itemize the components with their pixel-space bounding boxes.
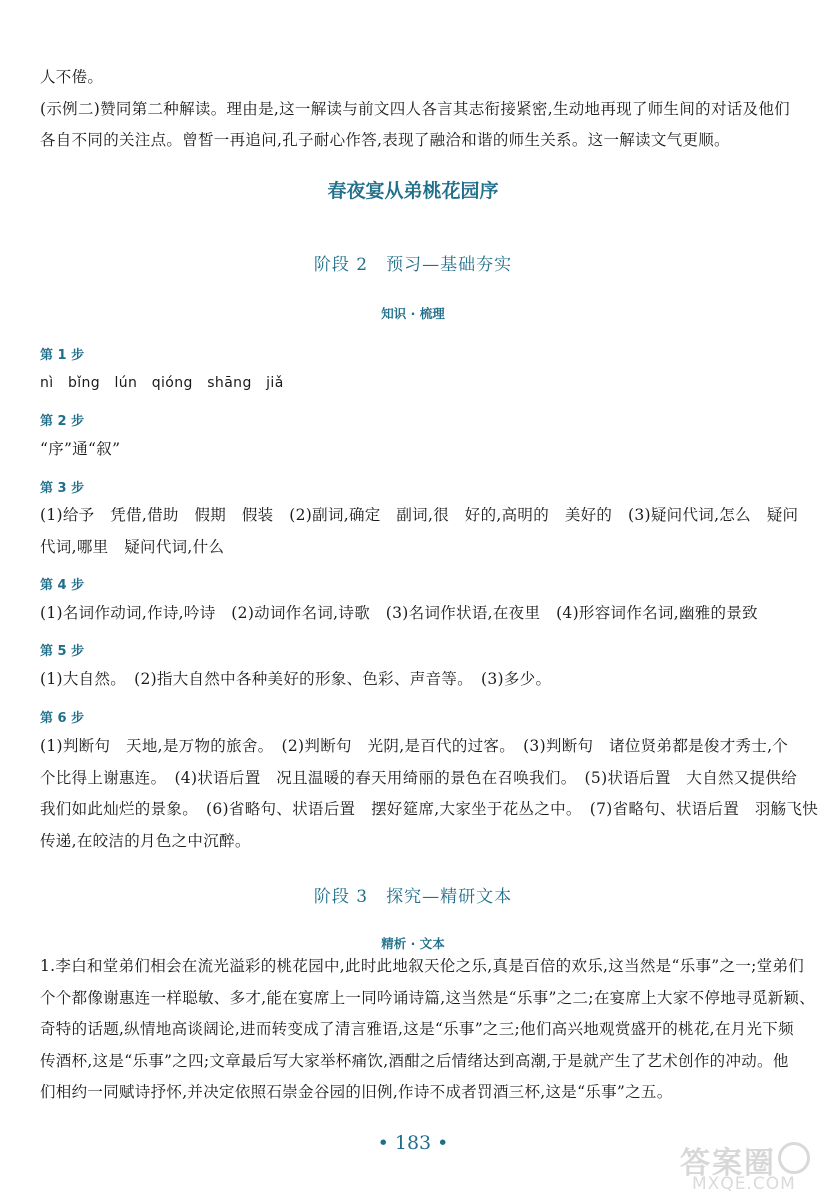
text-line: 们相约一同赋诗抒怀,并决定依照石崇金谷园的旧例,作诗不成者罚酒三杯,这是“乐事”之五。 [40,1083,673,1101]
step-5-label: 第 5 步 [40,644,85,659]
text-line: (1)给予 凭借,借助 假期 假装 (2)副词,确定 副词,很 好的,高明的 美好的 (3)疑问代词,怎么 疑问 [40,506,799,524]
step-1-label: 第 1 步 [40,348,85,363]
page-number: • 183 • [377,1132,449,1154]
step-6-body [40,731,819,857]
watermark-text: 答案圈 [680,1146,776,1181]
text-line: 奇特的话题,纵情地高谈阔论,进而转变成了清言雅语,这是“乐事”之三;他们高兴地观赏盛开的桃花,在月光下频 [40,1020,794,1038]
text-line: 代词,哪里 疑问代词,什么 [40,537,225,556]
step-4-label: 第 4 步 [40,578,85,593]
essay-title: 春夜宴从弟桃花园序 [327,180,499,202]
step-2-body [40,434,788,466]
stage-3-subhead: 精析 · 文本 [381,936,445,951]
text-line: (1)判断句 天地,是万物的旅舍。 (2)判断句 光阴,是百代的过客。 (3)判断句 诸位贤弟都是俊才秀士,个 [40,737,789,755]
text-line: “序”通“叙” [40,440,121,458]
text-line: 传酒杯,这是“乐事”之四;文章最后写大家举杯痛饮,酒酣之后情绪达到高潮,于是就产生了艺术创作的冲动。他 [40,1051,789,1070]
stage-3-heading: 阶段 3 探究—精研文本 [313,887,513,907]
stage-2-heading: 阶段 2 预习—基础夯实 [313,255,513,275]
text-line: 人不倦。 [40,68,104,86]
text-line: 我们如此灿烂的景象。 (6)省略句、状语后置 摆好筵席,大家坐于花丛之中。 (7)省略句、状语后置 羽觞飞快 [40,800,819,818]
stage-3-answer-1 [40,951,816,1109]
step-4-body [40,598,788,630]
step-3-body [40,500,799,563]
text-line: 1.李白和堂弟们相会在流光溢彩的桃花园中,此时此地叙天伦之乐,真是百倍的欢乐,这当然是“乐事”之一;堂弟们 [40,957,805,975]
text-line: 个比得上谢惠连。 (4)状语后置 况且温暖的春天用绮丽的景色在召唤我们。 (5)状语后置 大自然又提供给 [40,768,798,787]
step-5-body [40,664,788,696]
text-line: (1)大自然。 (2)指大自然中各种美好的形象、色彩、声音等。 (3)多少。 [40,670,552,688]
text-line: 各自不同的关注点。曾皙一再追问,孔子耐心作答,表现了融洽和谐的师生关系。这一解读文气更顺。 [40,131,730,149]
stage-2-subhead: 知识 · 梳理 [381,306,445,321]
watermark-url: MXQE.COM [692,1174,796,1194]
watermark-logo [674,1138,814,1196]
step-2-label: 第 2 步 [40,414,85,429]
step-1-pinyin: nì bǐng lún qióng shāng jiǎ [40,375,284,391]
step-3-label: 第 3 步 [40,481,85,496]
text-line: (示例二)赞同第二种解读。理由是,这一解读与前文四人各言其志衔接紧密,生动地再现了师生间的对话及他们 [40,99,790,118]
intro-paragraph [40,62,788,157]
text-line: (1)名词作动词,作诗,吟诗 (2)动词作名词,诗歌 (3)名词作状语,在夜里 (4)形容词作名词,幽雅的景致 [40,604,758,622]
step-6-label: 第 6 步 [40,711,85,726]
text-line: 个个都像谢惠连一样聪敏、多才,能在宴席上一同吟诵诗篇,这当然是“乐事”之二;在宴席上大家不停地寻觅新颖、 [40,988,816,1007]
text-line: 传递,在皎洁的月色之中沉醉。 [40,831,251,850]
watermark-circle-icon [778,1142,810,1174]
